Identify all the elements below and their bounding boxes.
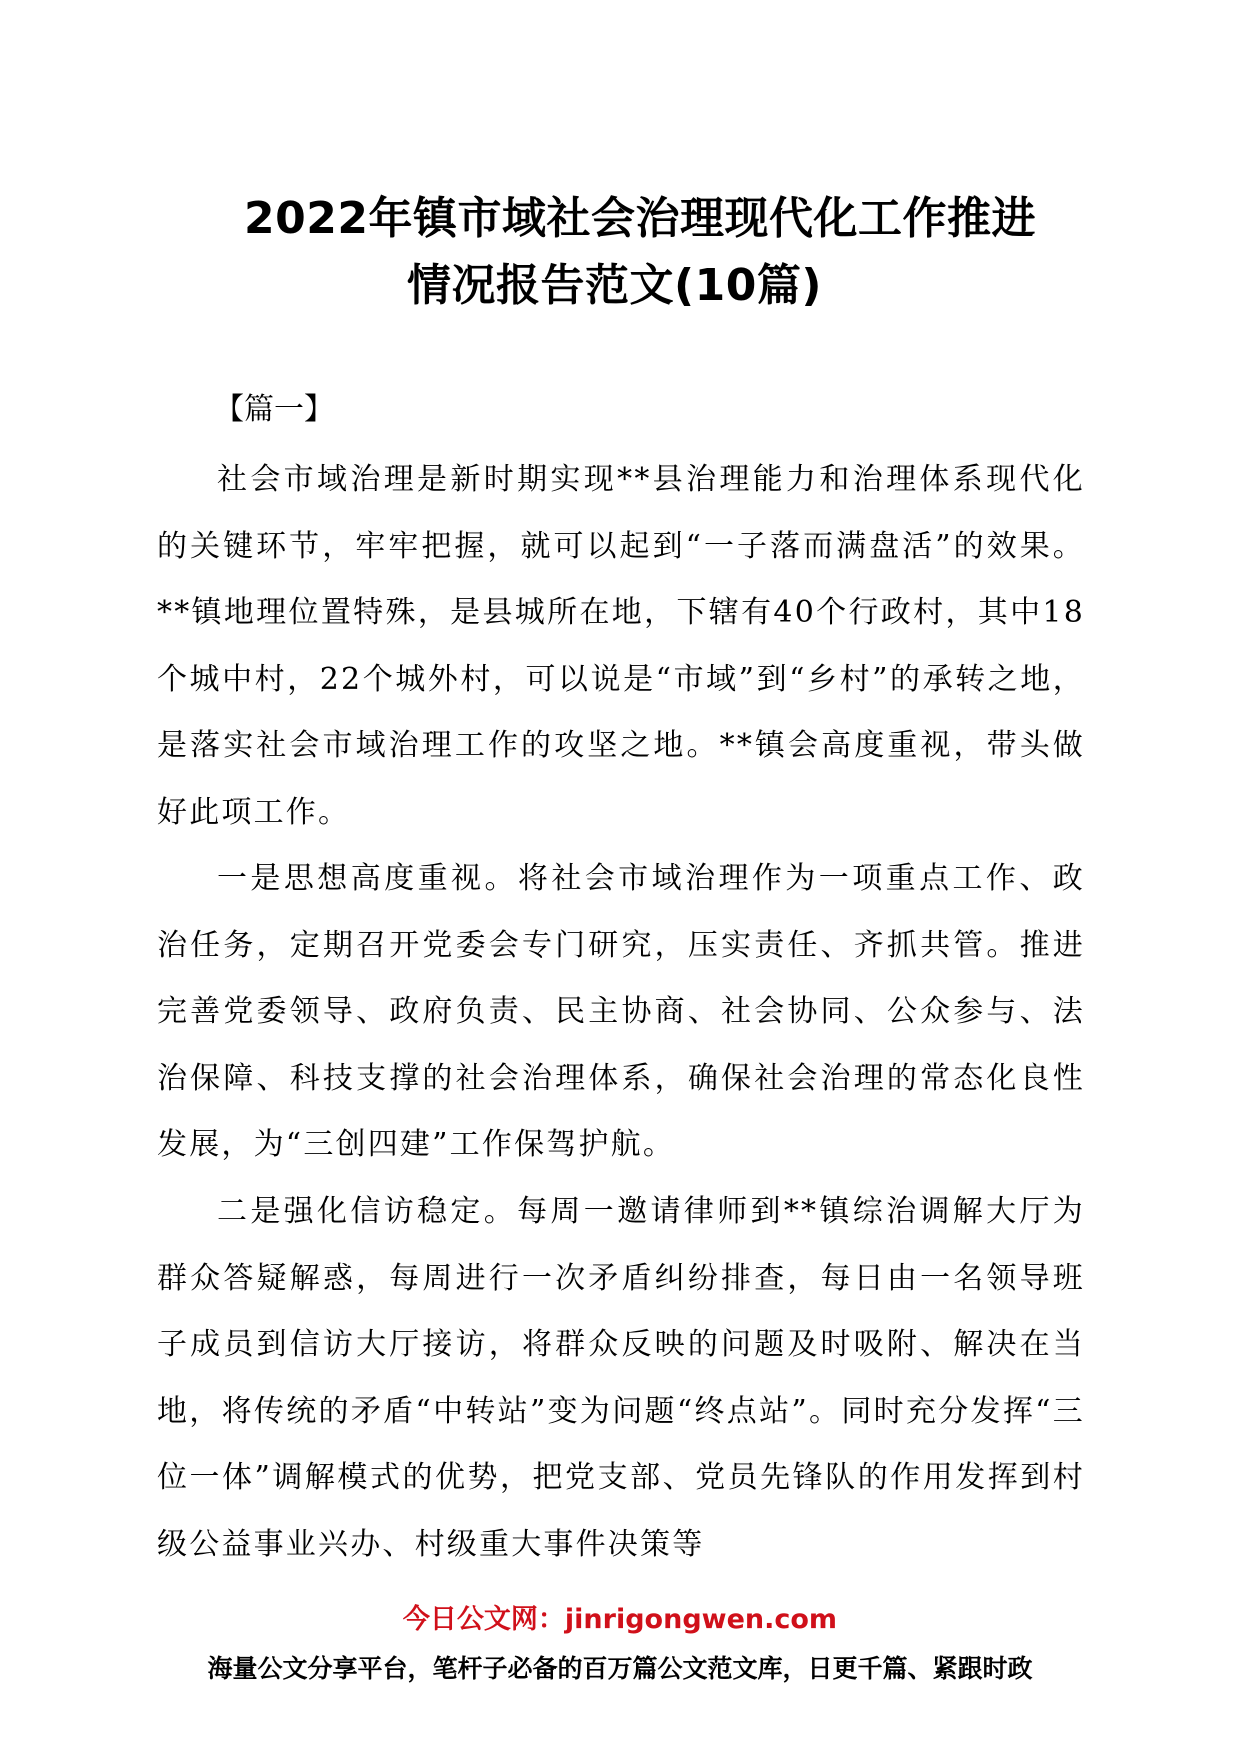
document-title-line-2: 情况报告范文(10篇) (407, 260, 822, 311)
document-title-line-1: 2022年镇市域社会治理现代化工作推进 (244, 193, 1036, 244)
section-label: 【篇一】 (214, 392, 334, 427)
footer-site-link[interactable]: 今日公文网：jinrigongwen.com (402, 1604, 838, 1635)
body-paragraph-3 (157, 1179, 1085, 1578)
paragraph-text: 一是思想高度重视。将社会市域治理作为一项重点工作、政治任务，定期召开党委会专门研究，压实责任、齐抓共管。推进完善党委领导、政府负责、民主协商、社会协同、公众参与、法治保障、科技支撑的社会治理体系，确保社会治理的常态化良性发展，为“三创四建”工作保驾护航。 (157, 861, 1085, 1162)
footer-tagline: 海量公文分享平台，笔杆子必备的百万篇公文范文库，日更千篇、紧跟时政 (207, 1654, 1033, 1683)
body-paragraph-2 (157, 846, 1085, 1179)
paragraph-text: 二是强化信访稳定。每周一邀请律师到**镇综治调解大厅为群众答疑解惑，每周进行一次矛盾纠纷排查，每日由一名领导班子成员到信访大厅接访，将群众反映的问题及时吸附、解决在当地，将传统的矛盾“中转站”变为问题“终点站”。同时充分发挥“三位一体”调解模式的优势，把党支部、党员先锋队的作用发挥到村级公益事业兴办、村级重大事件决策等 (157, 1194, 1085, 1562)
paragraph-text: 社会市域治理是新时期实现**县治理能力和治理体系现代化的关键环节，牢牢把握，就可以起到“一子落而满盘活”的效果。**镇地理位置特殊，是县城所在地，下辖有40个行政村，其中18个城中村，22个城外村，可以说是“市域”到“乡村”的承转之地，是落实社会市域治理工作的攻坚之地。**镇会高度重视，带头做好此项工作。 (157, 462, 1085, 830)
body-paragraph-1 (157, 447, 1085, 846)
